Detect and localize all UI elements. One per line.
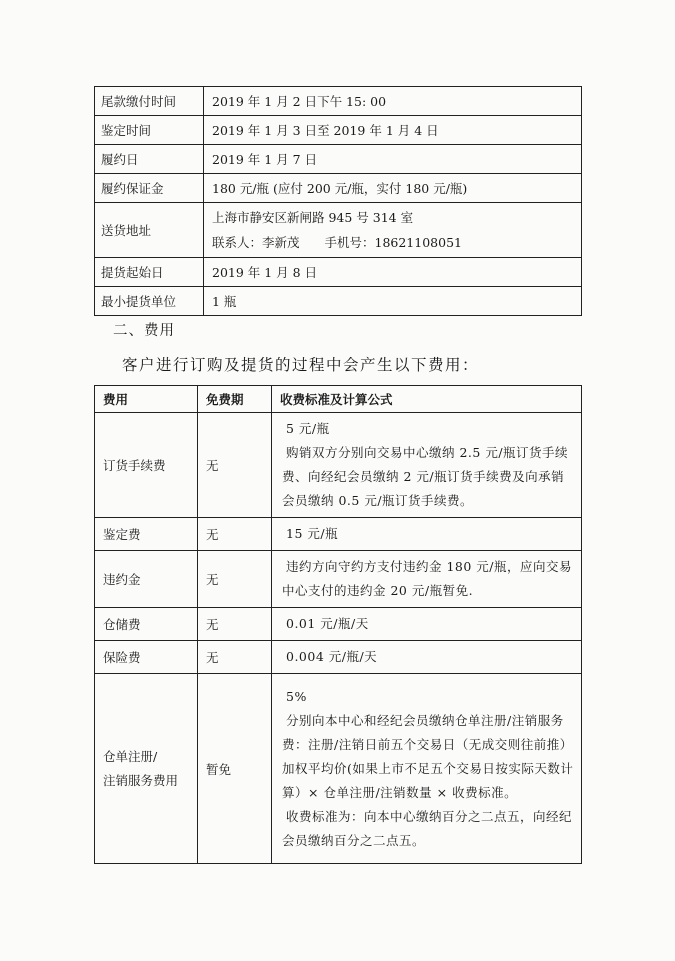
column-header: 费用 [95,386,198,413]
address-line: 上海市静安区新闸路 945 号 314 室 [212,210,414,225]
fee-exempt: 无 [198,518,272,551]
fee-line: 5% [286,688,307,704]
fee-name: 保险费 [95,641,198,674]
info-label: 履约日 [95,145,204,174]
fee-name-line: 仓单注册/ [103,748,158,764]
fee-name [95,674,198,864]
fee-exempt: 无 [198,608,272,641]
info-value: 1 瓶 [204,287,582,316]
table-row [95,145,582,174]
table-row [95,174,582,203]
info-label: 履约保证金 [95,174,204,203]
fee-name: 仓储费 [95,608,198,641]
table-row [95,116,582,145]
table-row [95,608,582,641]
fee-line: 0.004 元/瓶/天 [286,649,378,664]
fee-name: 订货手续费 [95,413,198,518]
fee-description [272,518,582,551]
fee-line: 购销双方分别向交易中心缴纳 2.5 元/瓶订货手续费、向经纪会员缴纳 2 元/瓶订货手续费及向承销会员缴纳 0.5 元/瓶订货手续费。 [282,445,569,508]
info-value: 2019 年 1 月 2 日下午 15: 00 [204,87,582,116]
fee-name: 违约金 [95,551,198,608]
table-row [95,87,582,116]
info-value: 2019 年 1 月 7 日 [204,145,582,174]
table-row [95,203,582,258]
info-label: 提货起始日 [95,258,204,287]
fee-description [272,674,582,864]
fee-description [272,608,582,641]
fee-exempt: 无 [198,551,272,608]
fee-line: 违约方向守约方支付违约金 180 元/瓶，应向交易中心支付的违约金 20 元/瓶暂免. [282,559,573,598]
fee-description [272,641,582,674]
table-row [95,287,582,316]
info-value: 2019 年 1 月 8 日 [204,258,582,287]
info-value: 2019 年 1 月 3 日至 2019 年 1 月 4 日 [204,116,582,145]
column-header: 收费标准及计算公式 [272,386,582,413]
fee-exempt: 无 [198,413,272,518]
fee-name: 鉴定费 [95,518,198,551]
fee-line: 0.01 元/瓶/天 [286,616,369,631]
fee-line: 15 元/瓶 [286,526,339,541]
fee-name-line: 注销服务费用 [103,772,179,788]
delivery-info-table [94,86,582,316]
fee-exempt: 无 [198,641,272,674]
info-label: 鉴定时间 [95,116,204,145]
contact-line: 联系人：李新茂 手机号：18621108051 [212,235,462,250]
table-row [95,641,582,674]
table-row [95,518,582,551]
info-label: 送货地址 [95,203,204,258]
fee-description [272,413,582,518]
fee-exempt: 暂免 [198,674,272,864]
info-label: 最小提货单位 [95,287,204,316]
fee-description [272,551,582,608]
info-label: 尾款缴付时间 [95,87,204,116]
table-row [95,258,582,287]
table-header-row [95,386,582,413]
intro-paragraph: 客户进行订购及提货的过程中会产生以下费用： [122,356,480,374]
fee-line: 分别向本中心和经纪会员缴纳仓单注册/注销服务费：注册/注销日前五个交易日（无成交则往前推）加权平均价(如果上市不足五个交易日按实际天数计算）× 仓单注册/注销数量 × 收费标准。 [282,712,574,800]
column-header: 免费期 [198,386,272,413]
fee-table [94,385,582,864]
table-row [95,674,582,864]
table-row [95,413,582,518]
address-cell [204,203,582,258]
section-heading: 二、费用 [113,323,175,339]
table-row [95,551,582,608]
fee-line: 5 元/瓶 [286,421,330,436]
fee-line: 收费标准为：向本中心缴纳百分之二点五，向经纪会员缴纳百分之二点五。 [282,808,573,848]
info-value: 180 元/瓶 (应付 200 元/瓶，实付 180 元/瓶) [204,174,582,203]
